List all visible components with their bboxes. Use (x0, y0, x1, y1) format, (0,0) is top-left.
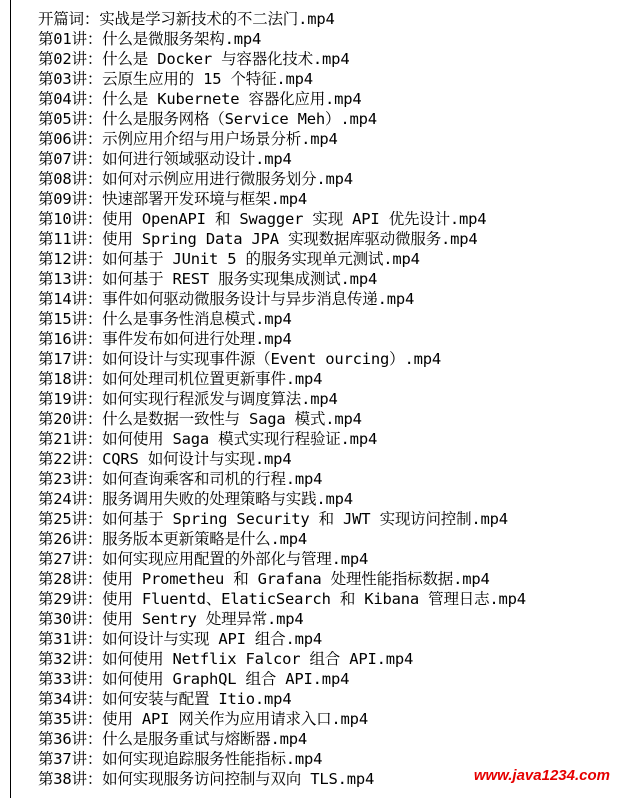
file-item[interactable]: 第16讲：事件发布如何进行处理.mp4 (38, 330, 292, 348)
file-item[interactable]: 第01讲：什么是微服务架构.mp4 (38, 30, 262, 48)
file-item[interactable]: 开篇词：实战是学习新技术的不二法门.mp4 (38, 10, 335, 28)
file-item[interactable]: 第34讲：如何安装与配置 Itio.mp4 (38, 690, 292, 708)
file-item[interactable]: 第20讲：什么是数据一致性与 Saga 模式.mp4 (38, 410, 362, 428)
file-item[interactable]: 第32讲：如何使用 Netflix Falcor 组合 API.mp4 (38, 650, 414, 668)
file-item[interactable]: 第09讲：快速部署开发环境与框架.mp4 (38, 190, 307, 208)
file-item[interactable]: 第15讲：什么是事务性消息模式.mp4 (38, 310, 292, 328)
file-item[interactable]: 第36讲：什么是服务重试与熔断器.mp4 (38, 730, 307, 748)
file-item[interactable]: 第08讲：如何对示例应用进行微服务划分.mp4 (38, 170, 353, 188)
file-item[interactable]: 第02讲：什么是 Docker 与容器化技术.mp4 (38, 50, 350, 68)
file-item[interactable]: 第19讲：如何实现行程派发与调度算法.mp4 (38, 390, 338, 408)
file-item[interactable]: 第13讲：如何基于 REST 服务实现集成测试.mp4 (38, 270, 378, 288)
file-item[interactable]: 第18讲：如何处理司机位置更新事件.mp4 (38, 370, 323, 388)
file-list (38, 9, 526, 789)
watermark-text: www.java1234.com (473, 767, 610, 784)
file-item[interactable]: 第17讲：如何设计与实现事件源（Event ourcing）.mp4 (38, 350, 442, 368)
file-item[interactable]: 第14讲：事件如何驱动微服务设计与异步消息传递.mp4 (38, 290, 415, 308)
file-item[interactable]: 第30讲：使用 Sentry 处理异常.mp4 (38, 610, 304, 628)
file-item[interactable]: 第33讲：如何使用 GraphQL 组合 API.mp4 (38, 670, 350, 688)
file-item[interactable]: 第10讲：使用 OpenAPI 和 Swagger 实现 API 优先设计.mp4 (38, 210, 487, 228)
file-item[interactable]: 第37讲：如何实现追踪服务性能指标.mp4 (38, 750, 323, 768)
file-item[interactable]: 第24讲：服务调用失败的处理策略与实践.mp4 (38, 490, 353, 508)
file-item[interactable]: 第03讲：云原生应用的 15 个特征.mp4 (38, 70, 313, 88)
file-item[interactable]: 第05讲：什么是服务网格（Service Meh）.mp4 (38, 110, 377, 128)
file-item[interactable]: 第04讲：什么是 Kubernete 容器化应用.mp4 (38, 90, 362, 108)
file-item[interactable]: 第38讲：如何实现服务访问控制与双向 TLS.mp4 (38, 770, 375, 788)
file-item[interactable]: 第07讲：如何进行领域驱动设计.mp4 (38, 150, 292, 168)
file-item[interactable]: 第29讲：使用 Fluentd、ElaticSearch 和 Kibana 管理日志.mp4 (38, 590, 526, 608)
file-item[interactable]: 第11讲：使用 Spring Data JPA 实现数据库驱动微服务.mp4 (38, 230, 478, 248)
left-border-line (10, 0, 11, 798)
file-item[interactable]: 第22讲：CQRS 如何设计与实现.mp4 (38, 450, 292, 468)
file-item[interactable]: 第26讲：服务版本更新策略是什么.mp4 (38, 530, 307, 548)
file-item[interactable]: 第27讲：如何实现应用配置的外部化与管理.mp4 (38, 550, 369, 568)
file-item[interactable]: 第35讲：使用 API 网关作为应用请求入口.mp4 (38, 710, 368, 728)
file-item[interactable]: 第06讲：示例应用介绍与用户场景分析.mp4 (38, 130, 338, 148)
file-item[interactable]: 第21讲：如何使用 Saga 模式实现行程验证.mp4 (38, 430, 378, 448)
file-item[interactable]: 第12讲：如何基于 JUnit 5 的服务实现单元测试.mp4 (38, 250, 420, 268)
file-item[interactable]: 第23讲：如何查询乘客和司机的行程.mp4 (38, 470, 323, 488)
file-item[interactable]: 第25讲：如何基于 Spring Security 和 JWT 实现访问控制.mp4 (38, 510, 508, 528)
file-item[interactable]: 第28讲：使用 Prometheu 和 Grafana 处理性能指标数据.mp4 (38, 570, 490, 588)
file-item[interactable]: 第31讲：如何设计与实现 API 组合.mp4 (38, 630, 323, 648)
